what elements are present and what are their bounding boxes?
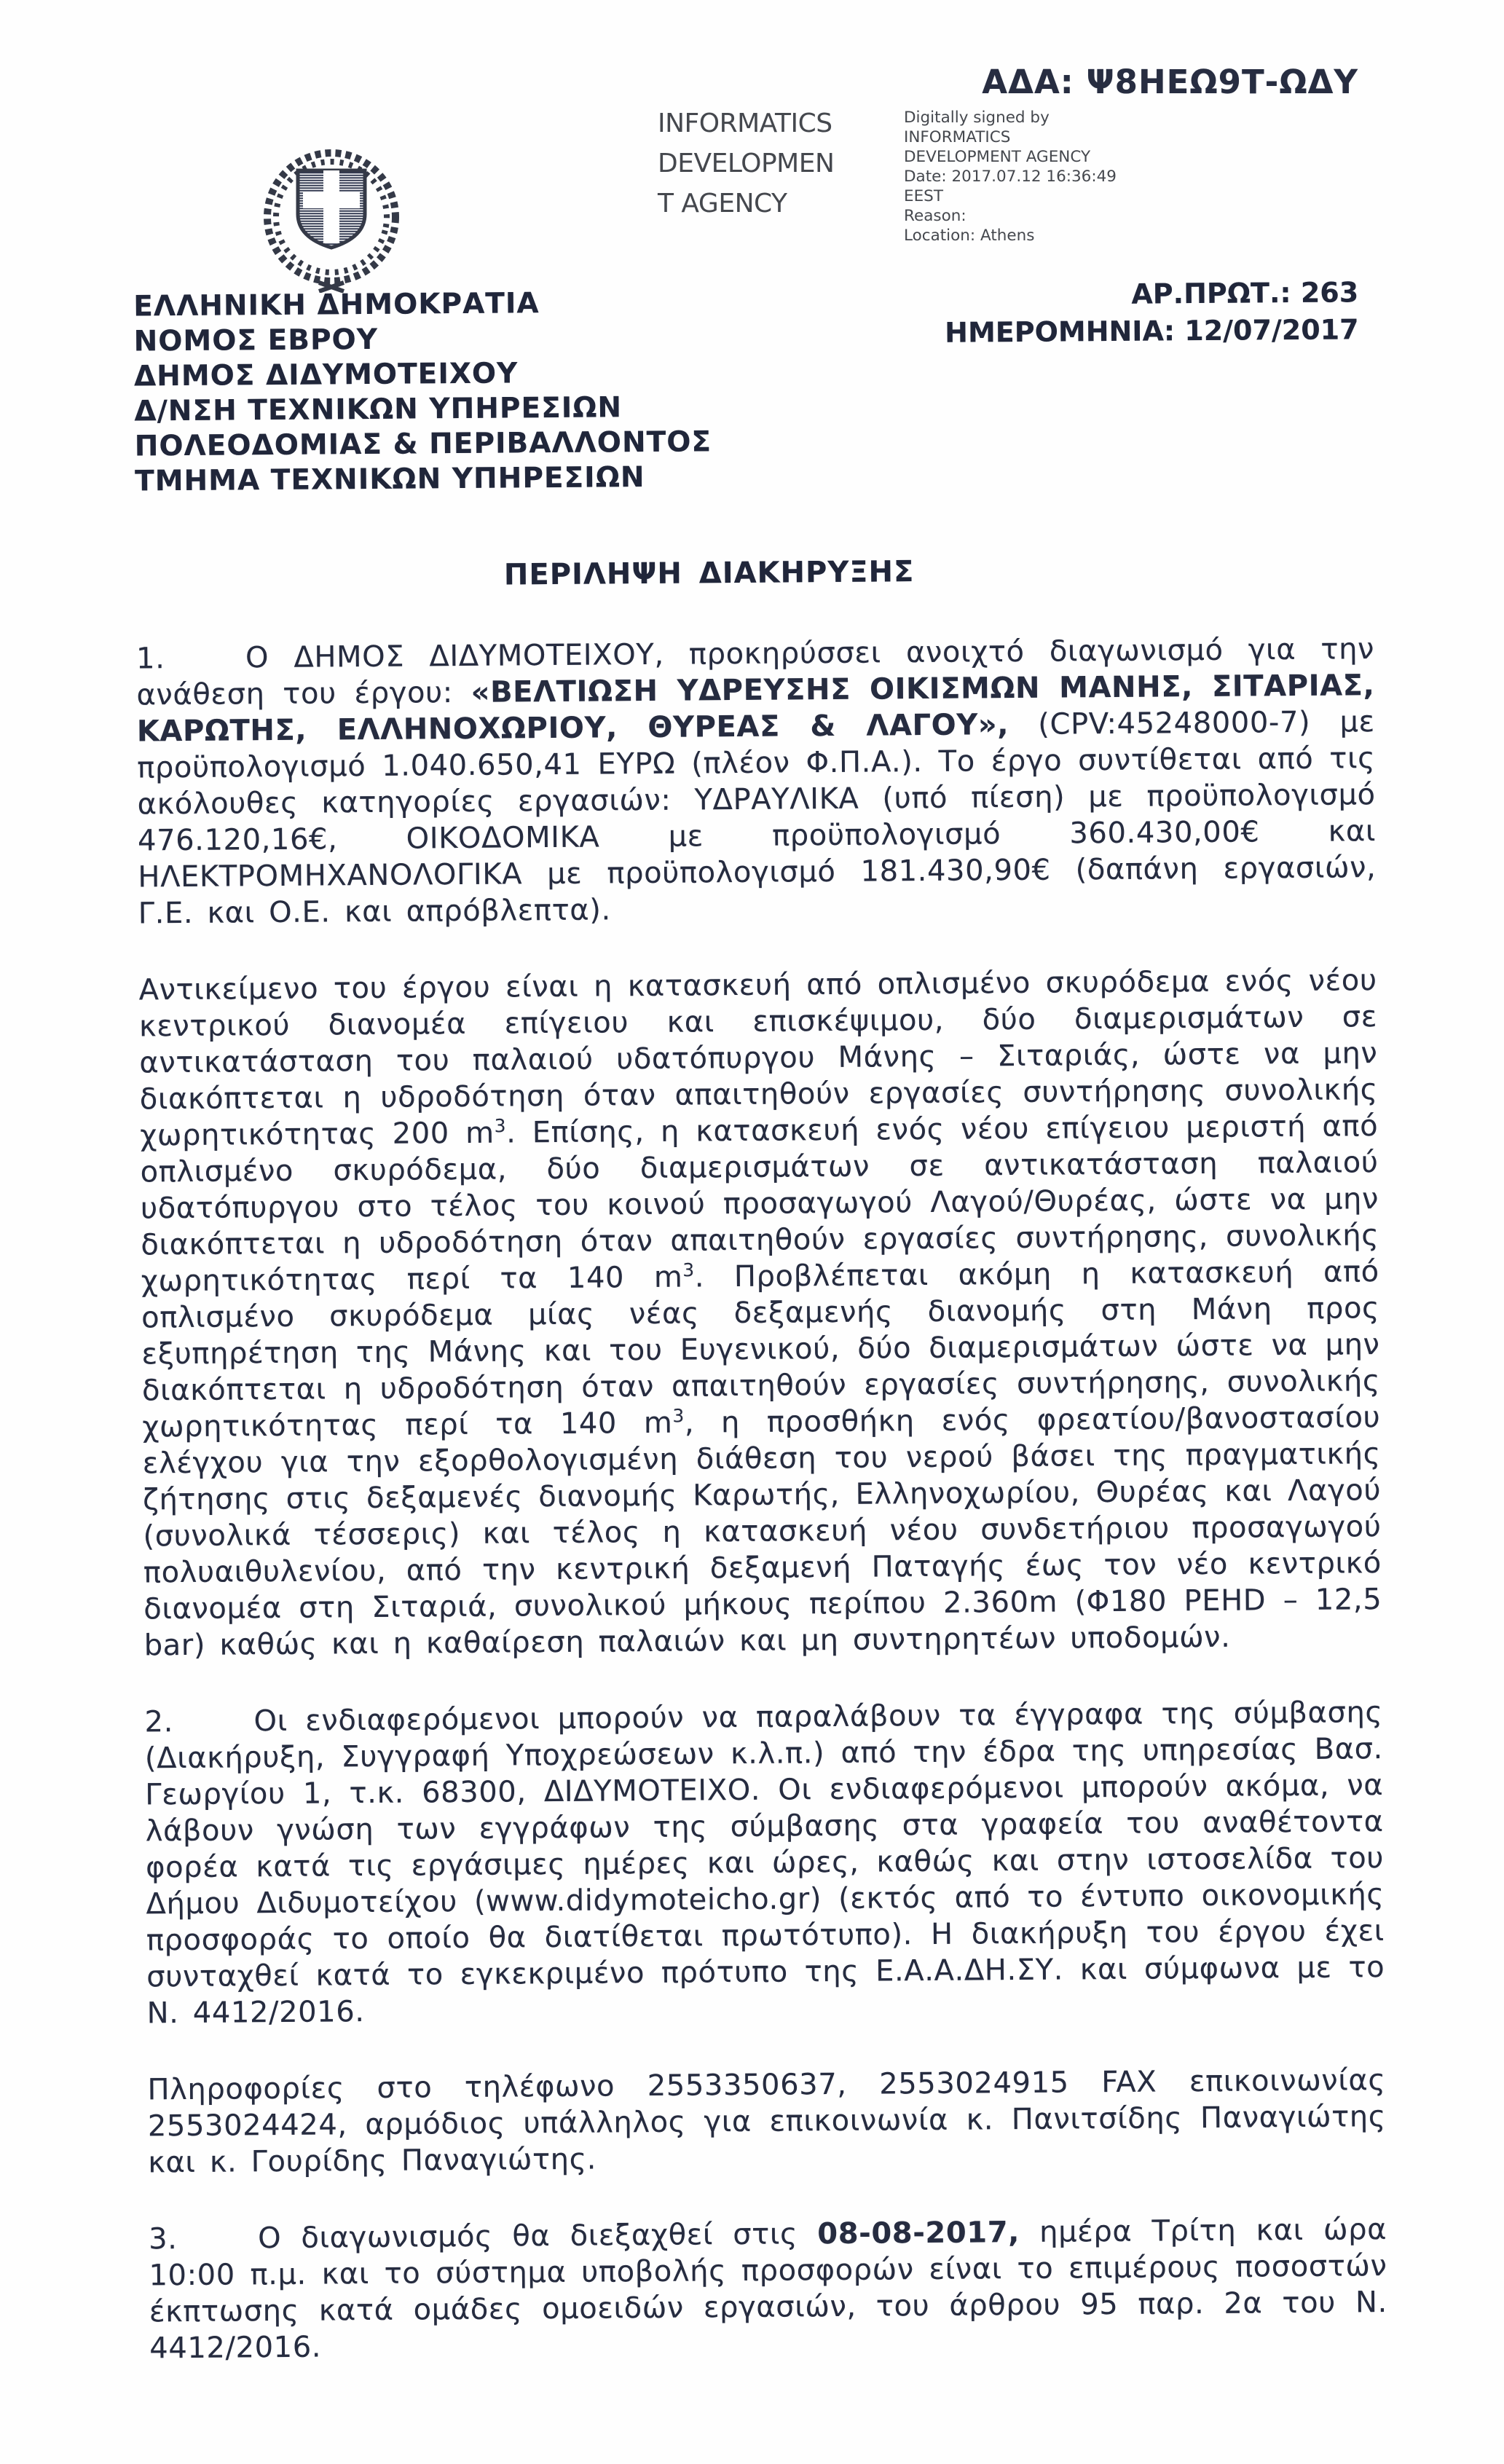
authority-line: ΝΟΜΟΣ ΕΒΡΟΥ — [133, 323, 379, 358]
text-run: Ο διαγωνισμός θα διεξαχθεί στις — [257, 2217, 818, 2256]
signature-agency-line: DEVELOPMEN — [658, 149, 835, 178]
signature-detail-line: Date: 2017.07.12 16:36:49 — [904, 168, 1117, 186]
signature-detail-line: Reason: — [904, 207, 966, 225]
project-title-bold-run: «ΒΕΛΤΙΩΣΗ ΥΔΡΕΥΣΗΣ ΟΙΚΙΣΜΩΝ ΜΑΝΗΣ, ΣΙΤΑΡΙΑΣ, ΚΑΡΩΤΗΣ, ΕΛΛΗΝΟΧΩΡΙΟΥ, ΘΥΡΕΑΣ & ΛΑΓΟΥ», — [136, 669, 1375, 749]
text-run: Οι ενδιαφερόμενοι μπορούν να παραλάβουν τα έγγραφα της σύμβασης (Διακήρυξη, Συγγραφή Υποχρεώσεων κ.λ.π.) από την έδρα της υπηρεσίας Βασ. Γεωργίου 1, τ.κ. 68300, ΔΙΔΥΜΟΤΕΙΧΟ. Οι ενδιαφερόμενοι μπορούν ακόμα, να λάβουν γνώση των εγγράφων της σύμβασης στα γραφεία του αναθέτοντα φορέα κατά τις εργάσιμες ημέρες και ώρες, καθώς και στην ιστοσελίδα του Δήμου Διδυμοτείχου (www.didymoteicho.gr) (εκτός από το έντυπο οικονομικής προσφοράς το οποίο θα διατίθεται πρωτότυπο). Η διακήρυξη του έργου έχει συνταχθεί κατά το εγκεκριμένο πρότυπο της Ε.Α.Α.ΔΗ.ΣΥ. και σύμφωνα με το Ν. 4412/2016. — [144, 1696, 1385, 2031]
protocol-block — [945, 274, 1359, 351]
tender-date-bold-run: 08-08-2017, — [817, 2216, 1020, 2251]
signature-agency-line: T AGENCY — [658, 189, 787, 219]
text-run: . Προβλέπεται ακόμη η κατασκευή από οπλισμένο σκυρόδεμα μίας νέας δεξαμενής διανομής στη Μάνη προς εξυπηρέτηση της Μάνης και του Ευγενικού, δύο διαμερισμάτων ώστε να μην διακόπτεται η υδροδότηση όταν απαιτηθούν εργασίες συντήρησης, συνολικής χωρητικότητας περί τα 140 m — [141, 1255, 1381, 1444]
document-title: ΠΕΡΙΛΗΨΗ ΔΙΑΚΗΡΥΞΗΣ — [503, 555, 915, 592]
ada-code: ΑΔΑ: Ψ8ΗΕΩ9Τ-ΩΔΥ — [982, 63, 1358, 101]
issuing-authority-header — [133, 285, 712, 499]
text-run: . Επίσης, η κατασκευή ενός νέου επίγειου μεριστή από οπλισμένο σκυρόδεμα, δύο διαμερισμάτων σε αντικατάσταση παλαιού υδατόπυργου στο τέλος του κοινού προσαγωγού Λαγού/Θυρέας, ώστε να μην διακόπτεται η υδροδότηση όταν απαιτηθούν εργασίες συντήρησης, συνολικής χωρητικότητας περί τα 140 m — [140, 1109, 1379, 1299]
superscript: 3 — [672, 1405, 685, 1427]
signature-detail-line: Location: Athens — [904, 227, 1035, 245]
superscript: 3 — [682, 1259, 695, 1281]
text-run: ημέρα Τρίτη και ώρα 10:00 π.μ. και το σύστημα υποβολής προσφορών είναι το επιμέρους ποσοστών έκπτωσης κατά ομάδες ομοειδών εργασιών, του άρθρου 95 παρ. 2α του Ν. 4412/2016. — [149, 2213, 1388, 2366]
protocol-date: ΗΜΕΡΟΜΗΝΙΑ: 12/07/2017 — [945, 313, 1359, 349]
authority-line: ΠΟΛΕΟΔΟΜΙΑΣ & ΠΕΡΙΒΑΛΛΟΝΤΟΣ — [134, 425, 712, 463]
paragraph-2 — [144, 1694, 1385, 2031]
authority-line: ΤΜΗΜΑ ΤΕΧΝΙΚΩΝ ΥΠΗΡΕΣΙΩΝ — [134, 460, 645, 498]
protocol-number: ΑΡ.ΠΡΩΤ.: 263 — [1131, 276, 1359, 310]
paragraph-number: 1. — [135, 642, 165, 676]
paragraph-3 — [149, 2211, 1388, 2366]
authority-line: Δ/ΝΣΗ ΤΕΧΝΙΚΩΝ ΥΠΗΡΕΣΙΩΝ — [134, 391, 623, 428]
paragraph-number: 2. — [144, 1705, 174, 1739]
signature-detail-line: DEVELOPMENT AGENCY — [904, 148, 1091, 166]
text-run: , η προσθήκη ενός φρεατίου/βανοστασίου ελέγχου για την εξορθολογισμένη διάθεση του νερού βάσει της πραγματικής ζήτησης στις δεξαμενές διανομής Καρωτής, Ελληνοχωρίου, Θυρέας και Λαγού (συνολικά τέσσερις) και τέλος η κατασκευή νέου συνδετήριου προσαγωγού πολυαιθυλενίου, από την κεντρική δεξαμενή Παταγής έως τον νέο κεντρικό διανομέα στη Σιταριά, συνολικού μήκους περίπου 2.360m (Φ180 PEHD – 12,5 bar) καθώς και η καθαίρεση παλαιών και μη συντηρητέων υποδομών. — [142, 1401, 1382, 1663]
text-run: Ο ΔΗΜΟΣ ΔΙΔΥΜΟΤΕΙΧΟΥ, προκηρύσσει ανοιχτό διαγωνισμό για την ανάθεση του έργου: — [136, 632, 1375, 712]
authority-line: ΔΗΜΟΣ ΔΙΔΥΜΟΤΕΙΧΟΥ — [133, 357, 519, 393]
signature-detail-line: Digitally signed by — [904, 109, 1050, 127]
paragraph-1 — [136, 631, 1377, 932]
text-run: Πληροφορίες στο τηλέφωνο 2553350637, 2553024915 FAX επικοινωνίας 2553024424, αρμόδιος υπάλληλος για επικοινωνία κ. Πανιτσίδης Παναγιώτης και κ. Γουρίδης Παναγιώτης. — [147, 2063, 1387, 2180]
paragraph-project-object — [138, 962, 1382, 1664]
text-run: (CPV:45248000-7) με προϋπολογισμό 1.040.650,41 ΕΥΡΩ (πλέον Φ.Π.Α.). Το έργο συντίθεται από τις ακόλουθες κατηγορίες εργασιών: ΥΔΡΑΥΛΙΚΑ (υπό πίεση) με προϋπολογισμό 476.120,16€, ΟΙΚΟΔΟΜΙΚΑ με προϋπολογισμό 360.430,00€ και ΗΛΕΚΤΡΟΜΗΧΑΝΟΛΟΓΙΚΑ με προϋπολογισμό 181.430,90€ (δαπάνη εργασιών, Γ.Ε. και Ο.Ε. και απρόβλεπτα). — [137, 705, 1377, 931]
paragraph-number: 3. — [148, 2222, 178, 2256]
signature-agency-line: INFORMATICS — [658, 109, 832, 138]
text-run: Αντικείμενο του έργου είναι η κατασκευή από οπλισμένο σκυρόδεμα ενός νέου κεντρικού διανομέα επίγειου και επισκέψιμου, δύο διαμερισμάτων σε αντικατάσταση του παλαιού υδατόπυργου Μάνης – Σιταριάς, ώστε να μην διακόπτεται η υδροδότηση όταν απαιτηθούν εργασίες συντήρησης συνολικής χωρητικότητας 200 m — [138, 964, 1378, 1153]
paragraph-contact-info — [147, 2062, 1386, 2181]
signature-detail-line: EEST — [904, 187, 943, 205]
authority-line: ΕΛΛΗΝΙΚΗ ΔΗΜΟΚΡΑΤΙΑ — [133, 287, 540, 323]
superscript: 3 — [494, 1115, 507, 1137]
signature-detail-line: INFORMATICS — [904, 128, 1011, 146]
document-body — [136, 631, 1388, 2366]
